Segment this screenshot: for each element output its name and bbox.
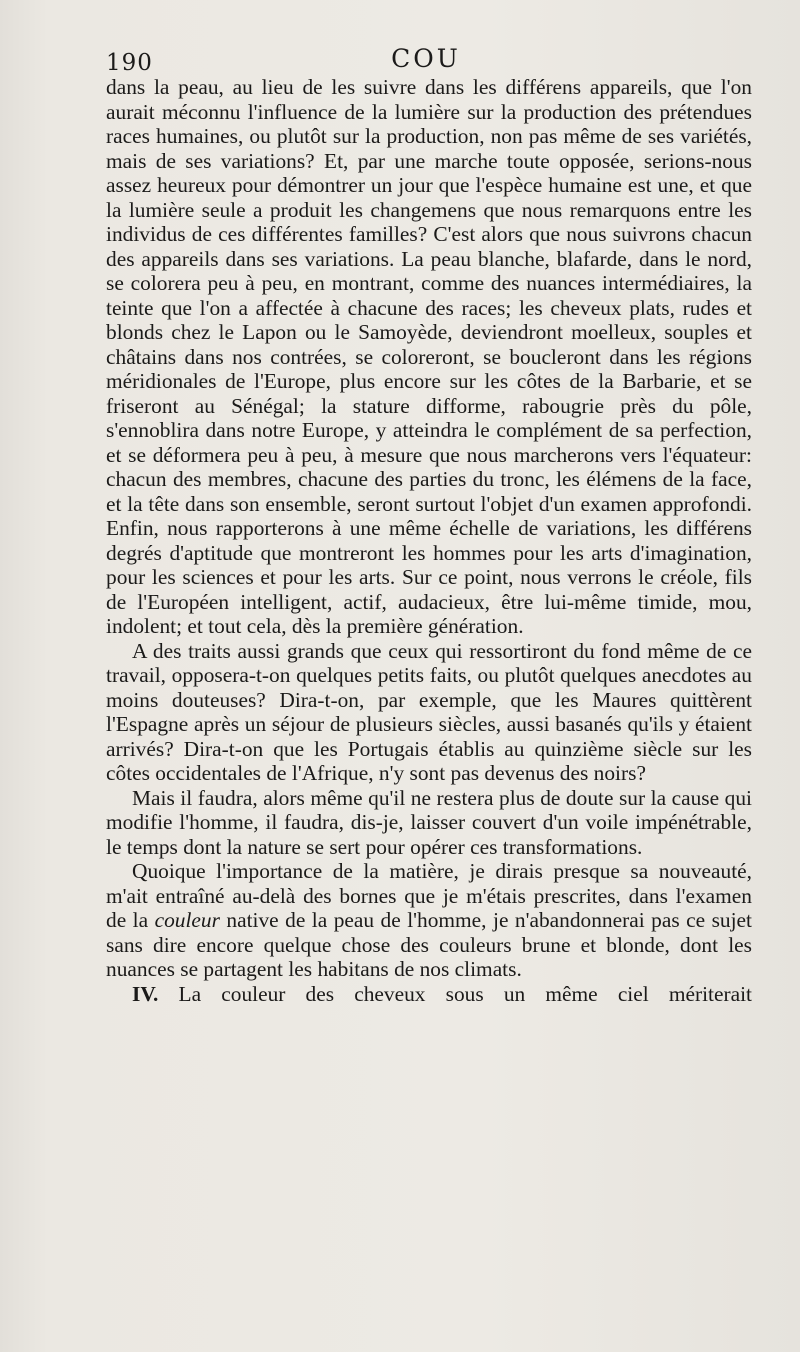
- body-text: [106, 75, 752, 1006]
- italic-term-couleur: couleur: [154, 908, 220, 932]
- page-header: [106, 40, 746, 80]
- page-number: 190: [106, 50, 153, 76]
- paragraph-continuation: dans la peau, au lieu de les suivre dans les différens appareils, que l'on aurait méconnu l'influence de la lumière sur la production des prétendues races humaines, ou plutôt sur la production, non pas même de ses variétés, mais de ses variations? Et, par une marche toute opposée, serions-nous assez heureux pour démontrer un jour que l'espèce humaine est une, et que la lumière seule a produit les changemens que nous remarquons entre les individus de ces différentes familles? C'est alors que nous suivrons chacun des appareils dans ses variations. La peau blanche, blafarde, dans le nord, se colorera peu à peu, en montrant, comme des nuances intermédiaires, la teinte que l'on a affectée à chacune des races; les cheveux plats, rudes et blonds chez le Lapon ou le Samoyède, deviendront moelleux, souples et châtains dans nos contrées, se coloreront, se boucleront dans les régions méridionales de l'Europe, plus encore sur les côtes de la Barbarie, et se friseront au Sénégal; la stature difforme, rabougrie près du pôle, s'ennoblira dans notre Europe, y atteindra le complément de sa perfection, et se déformera peu à peu, à mesure que nous marcherons vers l'équateur: chacun des membres, chacune des parties du tronc, les élémens de la face, et la tête dans son ensemble, seront surtout l'objet d'un examen approfondi. Enfin, nous rapporterons à une même échelle de variations, les différens degrés d'aptitude que montreront les hommes pour les arts d'imagination, pour les sciences et pour les arts. Sur ce point, nous verrons le créole, fils de l'Européen intelligent, actif, audacieux, être lui-même timide, mou, indolent; et tout cela, dès la première génération.: [106, 75, 752, 638]
- section-number: IV.: [132, 981, 159, 1006]
- paragraph-couleur-end: native de la peau de l'homme, je n'abandonnerai pas ce sujet sans dire encore quelque chose des couleurs brune et blonde, dont les nuances se partagent les habitans de nos climats.: [106, 908, 752, 981]
- paragraph-maures: A des traits aussi grands que ceux qui ressortiront du fond même de ce travail, opposera-t-on quelques petits faits, ou plutôt quelques anecdotes au moins douteuses? Dira-t-on, par exemple, que les Maures quittèrent l'Espagne après un séjour de plusieurs siècles, aussi basanés qu'ils y étaient arrivés? Dira-t-on que les Portugais établis au quinzième siècle sur les côtes occidentales de l'Afrique, n'y sont pas devenus des noirs?: [106, 638, 752, 785]
- running-head: COU: [391, 44, 461, 73]
- paragraph-couleur: [106, 859, 752, 982]
- section-four-start: [106, 982, 752, 1007]
- paragraph-couleur-start: Quoique l'importance de la matière, je dirais presque sa nouveauté, m'ait entraîné au-delà des bornes que je m'étais prescrites, dans l'examen de la: [106, 859, 752, 932]
- paragraph-voile: Mais il faudra, alors même qu'il ne restera plus de doute sur la cause qui modifie l'homme, il faudra, dis-je, laisser couvert d'un voile impénétrable, le temps dont la nature se sert pour opérer ces transformations.: [106, 785, 752, 859]
- section-four-text: La couleur des cheveux sous un même ciel mériterait: [158, 981, 752, 1006]
